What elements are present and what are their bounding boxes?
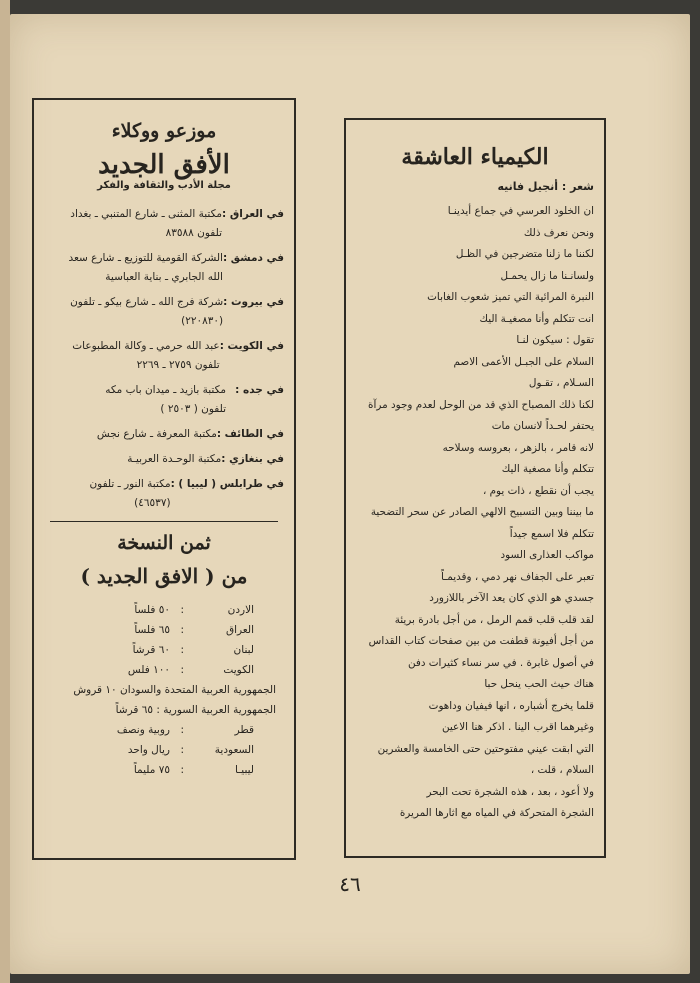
poem-line: جسدي هو الذي كان يعد الآخر باللازورد: [429, 592, 594, 604]
price-heading: ثمن النسخة: [117, 532, 211, 554]
price-country: قطر: [234, 724, 254, 736]
agent-city: في الطائف :: [216, 428, 284, 440]
poem-line: لكننا ما زلنا متضرجين في الظـل: [455, 248, 594, 260]
poem-author: شعر : أنجيل فانيه: [497, 180, 594, 193]
poem-line: ان الخلود العرسي في جماع أيدينـا: [447, 205, 594, 217]
poem-line: النبرة المرائية التي تميز شعوب الغابات: [427, 291, 594, 303]
agent-city: في دمشق :: [222, 252, 284, 264]
price-separator: :: [180, 604, 184, 616]
poem-line: من أجل أفيونة قطفت من بين صفحات كتاب القداس: [368, 635, 594, 647]
agent-city: في جده :: [235, 384, 284, 396]
poem-line: السلام ، قلت ،: [530, 764, 594, 776]
price-country: ليبيـا: [235, 764, 254, 776]
price-row: [44, 640, 284, 660]
poem-title: الكيمياء العاشقة: [401, 144, 549, 170]
agent-info: [44, 450, 221, 469]
poem-line: لكنا ذلك المصباح الذي قد من الوحل لعدم وجود مرآة: [368, 398, 594, 411]
section-divider: [50, 521, 278, 522]
price-magazine-name: من ( الافق الجديد ): [80, 564, 248, 588]
agent-row: [44, 337, 284, 375]
agent-city: في العراق :: [222, 208, 284, 220]
agent-city: في بيروت :: [223, 296, 284, 308]
price-value: ريال واحد: [127, 744, 170, 756]
agent-info: [44, 425, 217, 444]
agent-info-line: مكتبة المثنى ـ شارع المتنبي ـ بغداد: [70, 208, 222, 220]
poem-line: ولا أعود ، بعد ، هذه الشجرة تحت البحر: [426, 785, 594, 798]
agents-list: [44, 205, 284, 513]
price-country: السعودية: [214, 744, 254, 756]
price-list-gulf: [44, 720, 284, 780]
poem-line: لقد قلب قلب قمم الرمل ، من أجل بادرة بريئة: [394, 613, 594, 626]
price-list: [44, 600, 284, 680]
agent-info-line: مكتبة الوحـدة العربيـة: [127, 453, 222, 465]
agent-city: في طرابلس ( ليبيا ) :: [170, 478, 284, 490]
distributors-box: [32, 98, 296, 860]
agent-info-line: مكتبة النور ـ تلفون: [89, 478, 171, 490]
poem-line: لانه قامر ، بالزهر ، بعروسه وسلاحه: [442, 441, 594, 454]
agent-row: [44, 381, 284, 419]
price-row: [44, 620, 284, 640]
price-line: الجمهورية العربية المتحدة والسودان ١٠ قروش: [73, 684, 276, 696]
price-row: [44, 660, 284, 680]
poem-line: مواكب العذارى السود: [500, 549, 594, 561]
page-edge: [0, 0, 10, 983]
poem-box: [344, 118, 606, 858]
distributors-heading: موزعو ووكلاء: [111, 120, 217, 142]
agent-info-line: الله الجابري ـ بناية العباسية: [105, 271, 223, 283]
agent-row: [44, 249, 284, 287]
poem-line: التي ابقت عيني مفتوحتين حتى الخامسة والعشرين: [377, 742, 594, 755]
poem-line: ونحن نعرف ذلك: [523, 226, 594, 239]
price-value: ٧٥ مليماً: [133, 764, 170, 776]
price-value: ٦٥ فلساً: [134, 624, 170, 636]
price-separator: :: [180, 744, 184, 756]
price-line: الجمهورية العربية السورية : ٦٥ قرشاً: [115, 704, 276, 716]
agent-info-line: مكتبة المعرفة ـ شارع نجش: [96, 428, 217, 440]
price-value: ٥٠ فلساً: [134, 604, 170, 616]
poem-line: هناك حيث الحب ينحل حبا: [484, 678, 594, 690]
price-country: الكويت: [223, 664, 254, 676]
poem-line: وغيرهما اقرب الينا . اذكر هنا الاعين: [442, 721, 594, 733]
price-separator: :: [180, 624, 184, 636]
poem-line: الشجرة المتحركة في المياه مع اثارها المريرة: [399, 807, 594, 819]
price-list-long: [44, 680, 284, 720]
price-separator: :: [180, 664, 184, 676]
agent-info: [44, 337, 220, 375]
poem-line: قلما يخرج أشباره ، انها فيفيان وداهوت: [428, 699, 594, 712]
price-value: روبية ونصف: [116, 724, 170, 736]
poem-line: ما بيننا وبين التسبيح الالهي الصادر عن سحر التضحية: [370, 506, 594, 518]
poem-line: السلام على الجبـل الأعمى الاصم: [453, 355, 594, 368]
price-separator: :: [180, 764, 184, 776]
poem-line: يجب أن نقطع ، ذات يوم ،: [482, 484, 594, 497]
price-row: [44, 760, 284, 780]
agent-city: في بنغازي :: [221, 453, 284, 465]
agent-row: [44, 293, 284, 331]
poem-line: تتكلم فلا اسمع جيداً: [509, 527, 594, 540]
agent-info: [44, 293, 223, 331]
agent-info-line: عبد الله حرمي ـ وكالة المطبوعات: [72, 340, 220, 352]
poem-line: تقول : سيكون لنـا: [516, 334, 594, 346]
agent-info-line: شركة فرج الله ـ شارع بيكو ـ تلفون: [70, 296, 224, 308]
price-value: ٦٠ قرشاً: [132, 644, 170, 656]
price-separator: :: [180, 724, 184, 736]
price-country: لبنان: [233, 644, 254, 656]
poem-line: يحتفر لحـداً لانسان مات: [491, 420, 594, 432]
price-row: [44, 720, 284, 740]
agent-info: [44, 205, 222, 243]
price-value: ١٠٠ فلس: [127, 664, 170, 676]
poem-line: تتكلم وأنا مصغية اليك: [501, 463, 594, 475]
agent-info-line: (٢٢٠٨٣٠): [181, 315, 224, 327]
price-country: الاردن: [227, 604, 254, 616]
agent-row: [44, 205, 284, 243]
agent-info: [44, 381, 226, 419]
magazine-logo: الأفق الجديد: [98, 150, 230, 180]
agent-row: [44, 450, 284, 469]
page-number: ٤٦: [339, 872, 361, 896]
poem-line: في أصول غابرة . في سر نساء كثيرات دفن: [407, 656, 594, 669]
magazine-subtitle: مجلة الأدب والثقافة والفكر: [97, 180, 231, 191]
poem-line: تعبر على الجفاف نهر دمي ، وقديمـاً: [440, 570, 594, 583]
poem-line: انت تتكلم وأنا مصغيـة اليك: [479, 312, 594, 325]
agent-info-line: (٤٦٥٣٧): [134, 497, 171, 509]
price-country: العراق: [225, 624, 254, 636]
agent-info: [44, 249, 223, 287]
poem-lines: [356, 201, 594, 825]
agent-info-line: تلفون ( ٢٥٠٣ ): [160, 403, 226, 415]
agent-info-line: الشركة القومية للتوزيع ـ شارع سعد: [68, 252, 223, 264]
agent-city: في الكويت :: [219, 340, 284, 352]
price-separator: :: [180, 644, 184, 656]
agent-row: [44, 425, 284, 444]
agent-row: [44, 475, 284, 513]
agent-info-line: مكتبة بازيد ـ ميدان باب مكه: [105, 384, 226, 396]
agent-info-line: تلفون ٨٣٥٨٨: [165, 227, 222, 239]
agent-info-line: تلفون ٢٧٥٩ ـ ٢٢٦٩: [136, 359, 220, 371]
poem-line: السـلام ، تقـول: [528, 377, 594, 389]
poem-line: ولسانـنا ما زال يحمـل: [500, 269, 594, 282]
price-row: [44, 600, 284, 620]
price-row: [44, 740, 284, 760]
agent-info: [44, 475, 171, 513]
